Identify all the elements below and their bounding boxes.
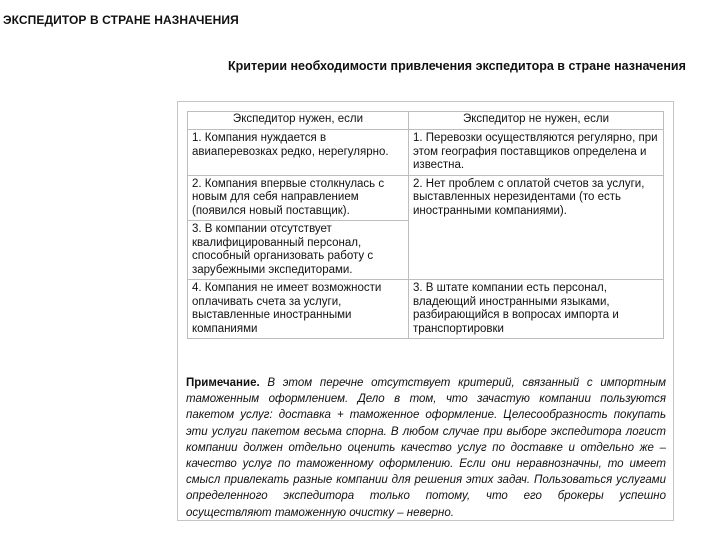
cell-needed-1: 1. Компания нуждается в авиаперевозках редко, нерегулярно. [188, 130, 409, 176]
table-title: Критерии необходимости привлечения экспедитора в стране назначения [228, 59, 686, 73]
note-label: Примечание. [186, 377, 260, 389]
header-not-needed: Экспедитор не нужен, если [409, 112, 664, 130]
content-frame [177, 101, 674, 521]
cell-not-needed-1: 1. Перевозки осуществляются регулярно, при этом география поставщиков определена и известна. [409, 130, 664, 176]
cell-not-needed-3: 3. В штате компании есть персонал, владеющий иностранными языками, разбирающийся в вопросах импорта и транспортировки [409, 280, 664, 339]
table-row [188, 280, 664, 339]
table-header-row [188, 112, 664, 130]
note-paragraph [186, 375, 666, 521]
cell-not-needed-empty [409, 221, 664, 280]
cell-not-needed-2: 2. Нет проблем с оплатой счетов за услуги, выставленных нерезидентами (то есть иностранными компаниями). [409, 175, 664, 221]
header-needed: Экспедитор нужен, если [188, 112, 409, 130]
table-row [188, 175, 664, 221]
cell-needed-4: 4. Компания не имеет возможности оплачивать счета за услуги, выставленные иностранными компаниями [188, 280, 409, 339]
page-heading: ЭКСПЕДИТОР В СТРАНЕ НАЗНАЧЕНИЯ [3, 13, 239, 27]
criteria-table [187, 111, 664, 339]
cell-needed-3: 3. В компании отсутствует квалифицированный персонал, способный организовать работу с зарубежными экспедиторами. [188, 221, 409, 280]
note-text: В этом перечне отсутствует критерий, связанный с импортным таможенным оформлением. Дело в том, что зачастую компании пользуются пакетом услуг: доставка + таможенное оформление. Целесообразность покупать эти услуги пакетом весьма спорна. В любом случае при выборе экспедитора логист компании должен отдельно оценить качество услуг по доставке и отдельно же – качество услуг по таможенному оформлению. Если они неравнозначны, то имеет смысл привлекать разные компании для решения этих задач. Пользоваться услугами определенного экспедитора только потому, что его брокеры успешно осуществляют таможенную очистку – неверно. [186, 377, 666, 519]
table-row [188, 130, 664, 176]
cell-needed-2: 2. Компания впервые столкнулась с новым для себя направлением (появился новый поставщик). [188, 175, 409, 221]
table-row [188, 221, 664, 280]
